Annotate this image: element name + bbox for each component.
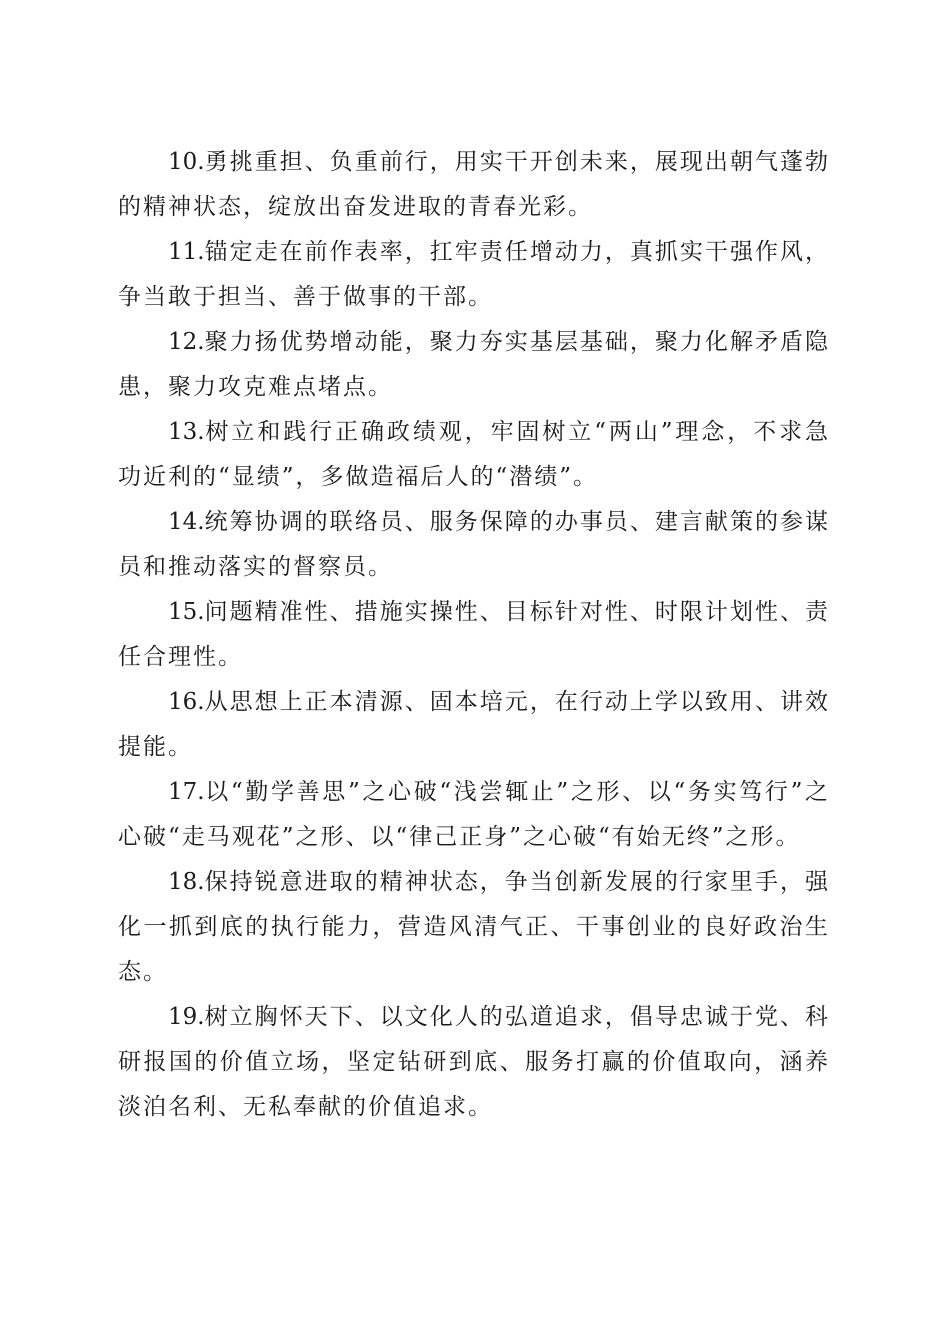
paragraph-18 [118,860,830,995]
document-body [118,140,830,1130]
paragraph-14 [118,500,830,590]
paragraph-text: 锚定走在前作表率，扛牢责任增动力，真抓实干强作风，争当敢于担当、善于做事的干部。 [118,239,830,310]
paragraph-11 [118,230,830,320]
paragraph-number: 13. [168,419,205,445]
paragraph-number: 15. [168,599,205,625]
paragraph-text: 勇挑重担、负重前行，用实干开创未来，展现出朝气蓬勃的精神状态，绽放出奋发进取的青春光彩。 [118,149,830,220]
paragraph-number: 17. [168,779,205,805]
paragraph-number: 10. [168,149,205,175]
paragraph-text: 保持锐意进取的精神状态，争当创新发展的行家里手，强化一抓到底的执行能力，营造风清气正、干事创业的良好政治生态。 [118,869,830,985]
paragraph-number: 16. [168,689,205,715]
paragraph-text: 从思想上正本清源、固本培元，在行动上学以致用、讲效提能。 [118,689,830,760]
paragraph-text: 以“勤学善思”之心破“浅尝辄止”之形、以“务实笃行”之心破“走马观花”之形、以“律己正身”之心破“有始无终”之形。 [118,779,830,850]
paragraph-16 [118,680,830,770]
paragraph-text: 问题精准性、措施实操性、目标针对性、时限计划性、责任合理性。 [118,599,830,670]
paragraph-text: 树立和践行正确政绩观，牢固树立“两山”理念，不求急功近利的“显绩”，多做造福后人的“潜绩”。 [118,419,830,490]
paragraph-15 [118,590,830,680]
paragraph-number: 18. [168,869,205,895]
paragraph-13 [118,410,830,500]
paragraph-number: 12. [168,329,205,355]
paragraph-text: 聚力扬优势增动能，聚力夯实基层基础，聚力化解矛盾隐患，聚力攻克难点堵点。 [118,329,830,400]
paragraph-text: 统筹协调的联络员、服务保障的办事员、建言献策的参谋员和推动落实的督察员。 [118,509,830,580]
paragraph-12 [118,320,830,410]
paragraph-number: 19. [168,1004,205,1030]
paragraph-text: 树立胸怀天下、以文化人的弘道追求，倡导忠诚于党、科研报国的价值立场，坚定钻研到底、服务打赢的价值取向，涵养淡泊名利、无私奉献的价值追求。 [118,1004,830,1120]
paragraph-19 [118,995,830,1130]
paragraph-number: 14. [168,509,205,535]
paragraph-number: 11. [168,239,205,265]
paragraph-10 [118,140,830,230]
paragraph-17 [118,770,830,860]
